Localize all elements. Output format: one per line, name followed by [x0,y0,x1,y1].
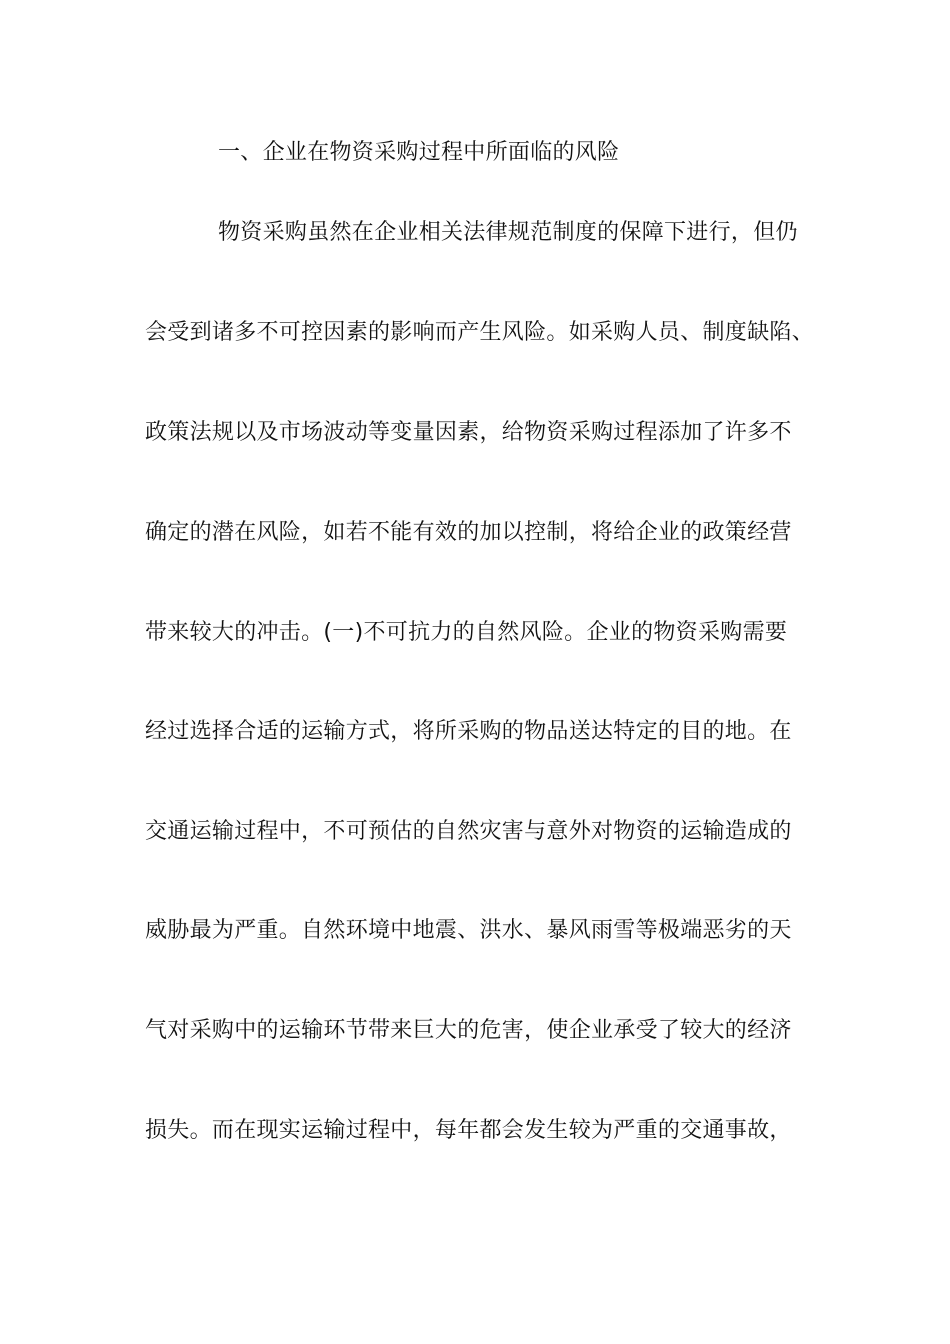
paragraph-line-2: 会受到诸多不可控因素的影响而产生风险。如采购人员、制度缺陷、 [145,320,815,345]
paragraph-line-9: 气对采购中的运输环节带来巨大的危害，使企业承受了较大的经济 [145,1018,792,1043]
paragraph-line-10: 损失。而在现实运输过程中，每年都会发生较为严重的交通事故， [145,1118,792,1143]
paragraph-line-5: 带来较大的冲击。(一)不可抗力的自然风险。企业的物资采购需要 [145,620,788,645]
paragraph-line-1: 物资采购虽然在企业相关法律规范制度的保障下进行，但仍 [218,220,798,245]
paragraph-line-8: 威胁最为严重。自然环境中地震、洪水、暴风雨雪等极端恶劣的天 [145,918,792,943]
paragraph-line-6: 经过选择合适的运输方式，将所采购的物品送达特定的目的地。在 [145,719,792,744]
paragraph-line-4: 确定的潜在风险，如若不能有效的加以控制，将给企业的政策经营 [145,520,792,545]
section-heading: 一、企业在物资采购过程中所面临的风险 [218,140,620,165]
paragraph-line-3: 政策法规以及市场波动等变量因素，给物资采购过程添加了许多不 [145,420,792,445]
paragraph-line-7: 交通运输过程中，不可预估的自然灾害与意外对物资的运输造成的 [145,819,792,844]
